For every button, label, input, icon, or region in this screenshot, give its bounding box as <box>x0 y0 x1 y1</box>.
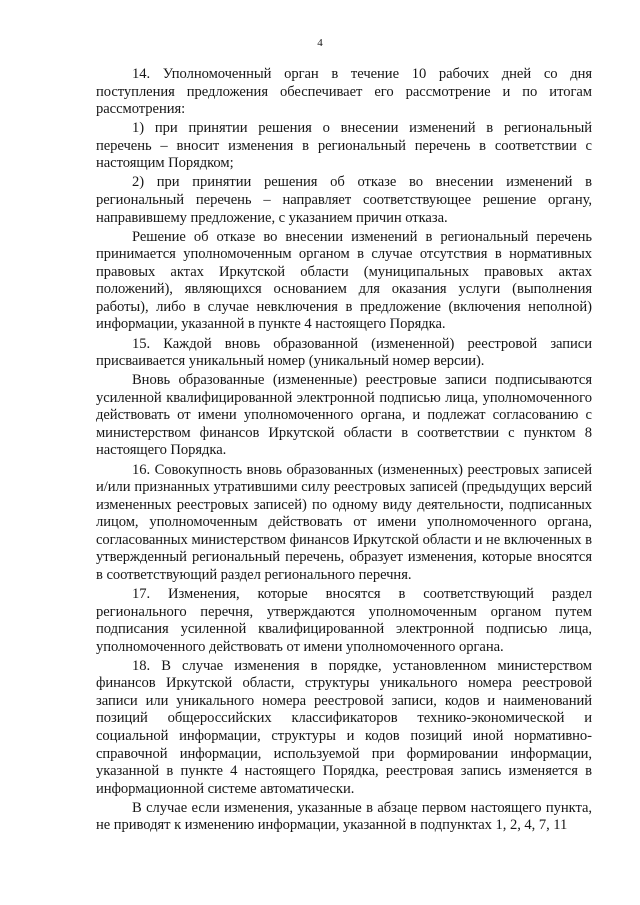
document-body <box>96 66 592 836</box>
page-number: 4 <box>317 37 323 49</box>
paragraph-15: 15. Каждой вновь образованной (измененной) реестровой записи присваивается уникальный номер (уникальный номер версии). <box>96 335 592 370</box>
paragraph-17: 17. Изменения, которые вносятся в соответствующий раздел регионального перечня, утверждаются уполномоченным органом путем подписания усиленной квалифицированной электронной подписью лица, уполномоченного действовать от имени уполномоченного органа. <box>96 586 592 655</box>
paragraph-16: 16. Совокупность вновь образованных (измененных) реестровых записей и/или признанных утратившими силу реестровых записей (предыдущих версий измененных реестровых записей) по одному виду деятельности, подписанных лицом, уполномоченным действовать от имени уполномоченного органа, согласованных министерством финансов Иркутской области и не включенных в утвержденный региональный перечень, образует изменения, которые вносятся в соответствующий раздел регионального перечня. <box>96 461 592 583</box>
paragraph-14-item-2: 2) при принятии решения об отказе во внесении изменений в региональный перечень – направляет соответствующее решение органу, направившему предложение, с указанием причин отказа. <box>96 174 592 226</box>
paragraph-18-continuation: В случае если изменения, указанные в абзаце первом настоящего пункта, не приводят к изменению информации, указанной в подпунктах 1, 2, 4, 7, 11 <box>96 799 592 834</box>
paragraph-14: 14. Уполномоченный орган в течение 10 рабочих дней со дня поступления предложения обеспечивает его рассмотрение и по итогам рассмотрения: <box>96 66 592 118</box>
paragraph-refusal-grounds: Решение об отказе во внесении изменений в региональный перечень принимается уполномоченным органом в случае отсутствия в нормативных правовых актах Иркутской области (муниципальных правовых актах положений), являющихся основанием для оказания услуги (выполнения работы), либо в случае невключения в предложение (включения неполной) информации, указанной в пункте 4 настоящего Порядка. <box>96 228 592 333</box>
paragraph-14-item-1: 1) при принятии решения о внесении изменений в региональный перечень – вносит изменения в региональный перечень в соответствии с настоящим Порядком; <box>96 120 592 172</box>
paragraph-18: 18. В случае изменения в порядке, установленном министерством финансов Иркутской области, структуры уникального номера реестровой записи или уникального номера реестровой записи, кодов и наименований позиций общероссийских классификаторов технико-экономической и социальной информации, структуры и кодов позиций иной нормативно-справочной информации, используемой при формировании информации, указанной в пункте 4 настоящего Порядка, реестровая запись изменяется в информационной системе автоматически. <box>96 657 592 797</box>
paragraph-15-signing: Вновь образованные (измененные) реестровые записи подписываются усиленной квалифицированной электронной подписью лица, уполномоченного действовать от имени уполномоченного органа, и подлежат согласованию с министерством финансов Иркутской области в соответствии с пунктом 8 настоящего Порядка. <box>96 372 592 459</box>
